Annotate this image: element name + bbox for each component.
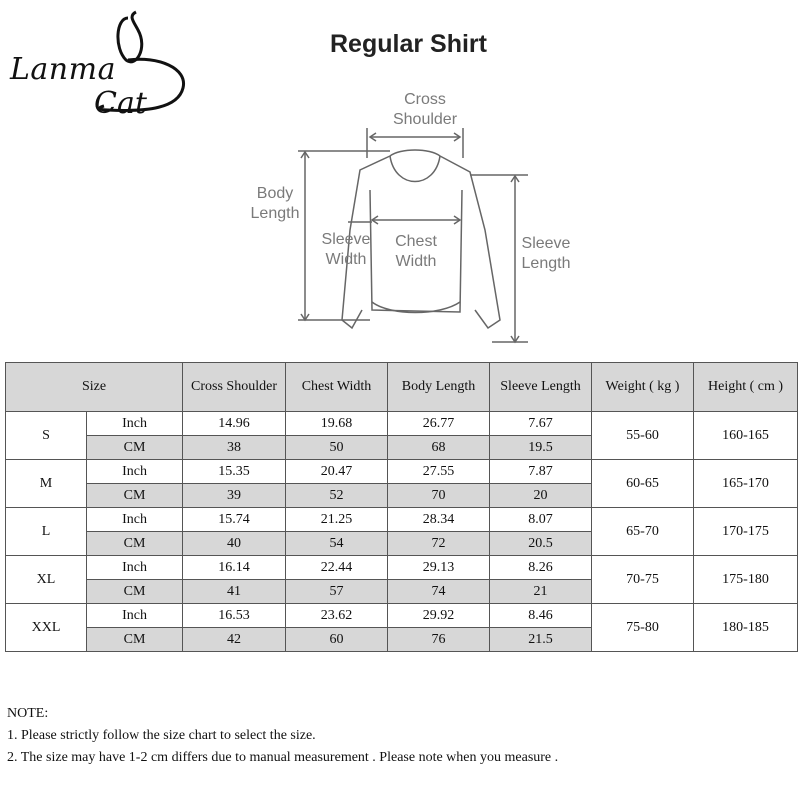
height-cell: 170-175 <box>694 508 798 556</box>
height-cell: 180-185 <box>694 604 798 652</box>
header-weight: Weight ( kg ) <box>592 363 694 412</box>
inch-chest-width-cell: 23.62 <box>286 604 388 628</box>
height-cell: 175-180 <box>694 556 798 604</box>
cm-label-cell: CM <box>87 532 183 556</box>
inch-body-length-cell: 28.34 <box>388 508 490 532</box>
cm-cross-shoulder-cell: 40 <box>183 532 286 556</box>
inch-body-length-cell: 29.92 <box>388 604 490 628</box>
label-sleeve-width-line2: Width <box>325 251 367 268</box>
label-sleeve-length-line1: Sleeve <box>521 235 571 252</box>
size-cell: M <box>6 460 87 508</box>
inch-chest-width-cell: 21.25 <box>286 508 388 532</box>
cm-cross-shoulder-cell: 41 <box>183 580 286 604</box>
label-cross-shoulder-line1: Cross <box>404 91 446 108</box>
height-cell: 160-165 <box>694 412 798 460</box>
table-header-row <box>6 363 798 412</box>
inch-cross-shoulder-cell: 15.74 <box>183 508 286 532</box>
inch-sleeve-length-cell: 8.07 <box>490 508 592 532</box>
inch-label-cell: Inch <box>87 412 183 436</box>
cm-label-cell: CM <box>87 484 183 508</box>
cm-body-length-cell: 74 <box>388 580 490 604</box>
label-body-length <box>240 184 310 224</box>
label-chest-width <box>386 232 446 272</box>
label-body-length-line2: Length <box>250 205 300 222</box>
cm-body-length-cell: 68 <box>388 436 490 460</box>
notes-heading: NOTE: <box>7 706 49 721</box>
cm-chest-width-cell: 50 <box>286 436 388 460</box>
table-row <box>6 508 798 532</box>
inch-sleeve-length-cell: 7.67 <box>490 412 592 436</box>
inch-chest-width-cell: 20.47 <box>286 460 388 484</box>
inch-sleeve-length-cell: 8.46 <box>490 604 592 628</box>
inch-label-cell: Inch <box>87 508 183 532</box>
inch-label-cell: Inch <box>87 556 183 580</box>
inch-cross-shoulder-cell: 14.96 <box>183 412 286 436</box>
cm-label-cell: CM <box>87 436 183 460</box>
size-cell: L <box>6 508 87 556</box>
label-cross-shoulder <box>380 90 470 130</box>
cm-sleeve-length-cell: 21.5 <box>490 628 592 652</box>
size-chart-table <box>5 362 798 652</box>
table-row <box>6 556 798 580</box>
header-size: Size <box>6 363 183 412</box>
inch-label-cell: Inch <box>87 460 183 484</box>
header-cross-shoulder: Cross Shoulder <box>183 363 286 412</box>
inch-body-length-cell: 27.55 <box>388 460 490 484</box>
inch-cross-shoulder-cell: 15.35 <box>183 460 286 484</box>
inch-body-length-cell: 26.77 <box>388 412 490 436</box>
cm-body-length-cell: 70 <box>388 484 490 508</box>
label-sleeve-length <box>512 234 580 274</box>
label-body-length-line1: Body <box>256 185 294 202</box>
cm-label-cell: CM <box>87 628 183 652</box>
cm-sleeve-length-cell: 21 <box>490 580 592 604</box>
label-chest-width-line1: Chest <box>395 233 437 250</box>
shirt-diagram <box>230 80 610 360</box>
table-row <box>6 604 798 628</box>
note-item-1: 1. Please strictly follow the size chart to select the size. <box>7 728 316 743</box>
inch-label-cell: Inch <box>87 604 183 628</box>
height-cell: 165-170 <box>694 460 798 508</box>
inch-chest-width-cell: 22.44 <box>286 556 388 580</box>
cm-cross-shoulder-cell: 42 <box>183 628 286 652</box>
header-sleeve-length: Sleeve Length <box>490 363 592 412</box>
note-item-2: 2. The size may have 1-2 cm differs due to manual measurement . Please note when you measure . <box>7 750 559 765</box>
inch-body-length-cell: 29.13 <box>388 556 490 580</box>
table-row <box>6 412 798 436</box>
header-chest-width: Chest Width <box>286 363 388 412</box>
label-sleeve-width-line1: Sleeve <box>321 231 371 248</box>
header-body-length: Body Length <box>388 363 490 412</box>
weight-cell: 75-80 <box>592 604 694 652</box>
cm-sleeve-length-cell: 20.5 <box>490 532 592 556</box>
cm-cross-shoulder-cell: 39 <box>183 484 286 508</box>
logo-text-lanma: Lanma <box>10 52 116 87</box>
brand-logo <box>8 8 188 120</box>
cm-chest-width-cell: 52 <box>286 484 388 508</box>
header-height: Height ( cm ) <box>694 363 798 412</box>
weight-cell: 65-70 <box>592 508 694 556</box>
size-cell: S <box>6 412 87 460</box>
weight-cell: 60-65 <box>592 460 694 508</box>
size-cell: XL <box>6 556 87 604</box>
cm-body-length-cell: 76 <box>388 628 490 652</box>
label-sleeve-length-line2: Length <box>521 255 571 272</box>
cm-sleeve-length-cell: 19.5 <box>490 436 592 460</box>
cm-label-cell: CM <box>87 580 183 604</box>
logo-text-cat: Cat <box>94 86 147 121</box>
cm-sleeve-length-cell: 20 <box>490 484 592 508</box>
inch-cross-shoulder-cell: 16.14 <box>183 556 286 580</box>
inch-sleeve-length-cell: 7.87 <box>490 460 592 484</box>
weight-cell: 70-75 <box>592 556 694 604</box>
cm-chest-width-cell: 60 <box>286 628 388 652</box>
cm-chest-width-cell: 54 <box>286 532 388 556</box>
label-cross-shoulder-line2: Shoulder <box>392 111 458 128</box>
weight-cell: 55-60 <box>592 412 694 460</box>
label-sleeve-width <box>316 230 376 270</box>
cm-cross-shoulder-cell: 38 <box>183 436 286 460</box>
table-row <box>6 460 798 484</box>
size-cell: XXL <box>6 604 87 652</box>
inch-sleeve-length-cell: 8.26 <box>490 556 592 580</box>
cm-body-length-cell: 72 <box>388 532 490 556</box>
inch-cross-shoulder-cell: 16.53 <box>183 604 286 628</box>
cm-chest-width-cell: 57 <box>286 580 388 604</box>
inch-chest-width-cell: 19.68 <box>286 412 388 436</box>
page-title: Regular Shirt <box>330 30 487 58</box>
label-chest-width-line2: Width <box>395 253 437 270</box>
notes-section <box>7 703 558 769</box>
